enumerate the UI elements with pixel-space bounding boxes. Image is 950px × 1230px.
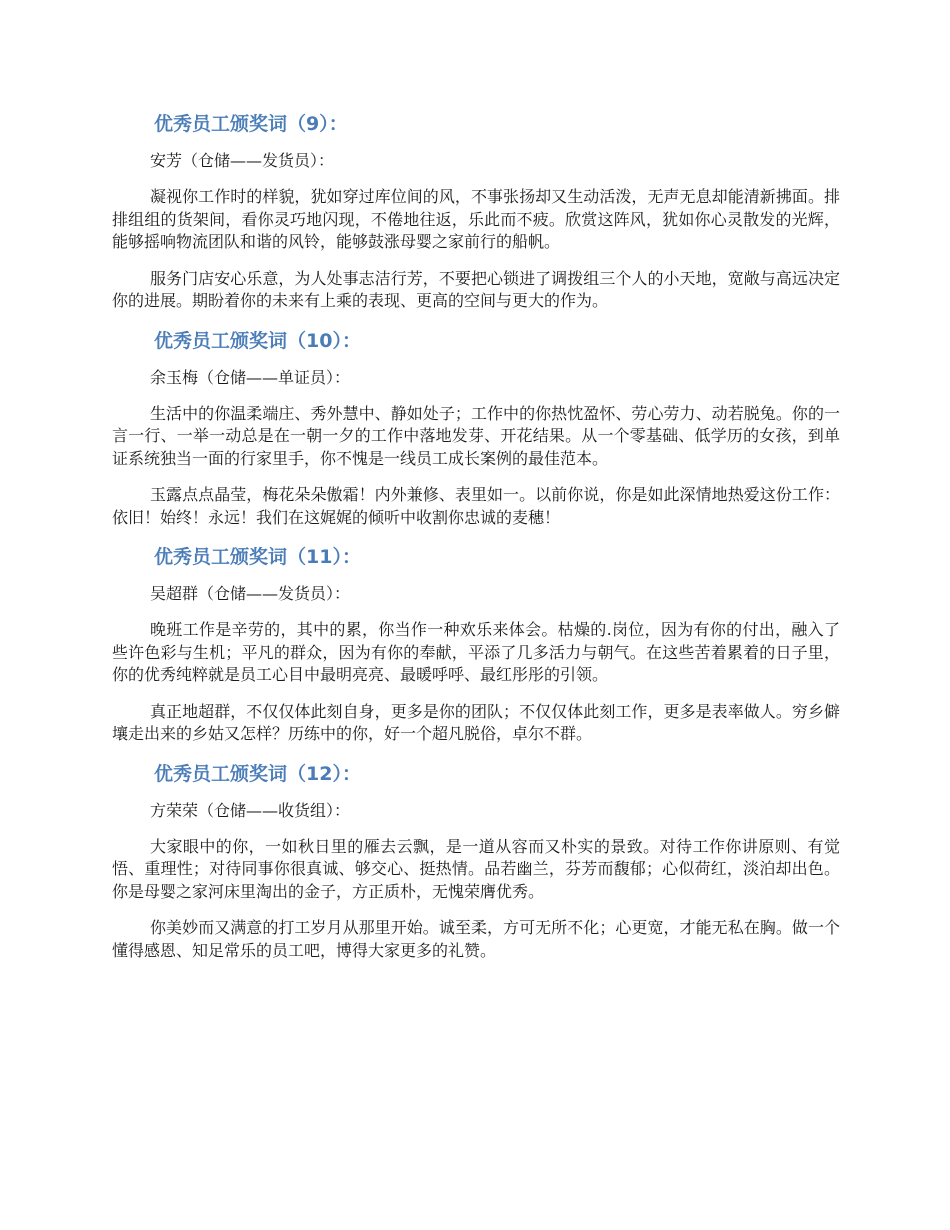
paragraph: 玉露点点晶莹，梅花朵朵傲霜！内外兼修、表里如一。以前你说，你是如此深情地热爱这份工作：依旧！始终！永远！我们在这娓娓的倾听中收割你忠诚的麦穗！ — [112, 485, 840, 527]
section-heading: 优秀员工颁奖词（10）： — [154, 329, 361, 352]
employee-name: 方荣荣（仓储——收货组）： — [150, 800, 351, 820]
paragraph: 晚班工作是辛劳的，其中的累，你当作一种欢乐来体会。枯燥的.岗位，因为有你的付出，融入了些许色彩与生机；平凡的群众，因为有你的奉献，平添了几多活力与朝气。在这些苦着累着的日子里，你的优秀纯粹就是员工心目中最明亮亮、最暖呼呼、最红彤彤的引领。 — [112, 620, 840, 684]
award-section-9 — [112, 110, 840, 313]
employee-name: 吴超群（仓储——发货员）： — [150, 584, 351, 603]
paragraph: 凝视你工作时的样貌，犹如穿过库位间的风，不事张扬却又生动活泼，无声无息却能清新拂面。排排组组的货架间，看你灵巧地闪现，不倦地往返，乐此而不疲。欣赏这阵风，犹如你心灵散发的光辉，能够摇响物流团队和谐的风铃，能够鼓涨母婴之家前行的船帆。 — [112, 187, 840, 251]
section-heading: 优秀员工颁奖词（11）： — [154, 546, 361, 568]
paragraph: 你美妙而又满意的打工岁月从那里开始。诚至柔，方可无所不化；心更宽，才能无私在胸。做一个懂得感恩、知足常乐的员工吧，博得大家更多的礼赞。 — [112, 918, 840, 960]
document-page — [112, 110, 840, 976]
section-heading: 优秀员工颁奖词（12）： — [154, 762, 361, 785]
paragraph: 真正地超群，不仅仅体此刻自身，更多是你的团队；不仅仅体此刻工作，更多是表率做人。穷乡僻壤走出来的乡姑又怎样？历练中的你，好一个超凡脱俗，卓尔不群。 — [112, 701, 840, 743]
paragraph: 大家眼中的你，一如秋日里的雁去云飘，是一道从容而又朴实的景致。对待工作你讲原则、有觉悟、重理性；对待同事你很真诚、够交心、挺热情。品若幽兰，芬芳而馥郁；心似荷红，淡泊却出色。你是母婴之家河床里淘出的金子，方正质朴，无愧荣膺优秀。 — [112, 836, 840, 901]
award-section-11 — [112, 543, 840, 746]
paragraph: 生活中的你温柔端庄、秀外慧中、静如处子；工作中的你热忱盈怀、劳心劳力、动若脱兔。你的一言一行、一举一动总是在一朝一夕的工作中落地发芽、开花结果。从一个零基础、低学历的女孩，到单证系统独当一面的行家里手，你不愧是一线员工成长案例的最佳范本。 — [112, 403, 840, 468]
award-section-10 — [112, 327, 840, 530]
employee-name: 安芳（仓储——发货员）： — [150, 151, 335, 170]
paragraph: 服务门店安心乐意，为人处事志洁行芳，不要把心锁进了调拨组三个人的小天地，宽敞与高远决定你的进展。期盼着你的未来有上乘的表现、更高的空间与更大的作为。 — [112, 268, 840, 310]
section-heading: 优秀员工颁奖词（9）： — [154, 113, 348, 135]
award-section-12 — [112, 760, 840, 963]
employee-name: 余玉梅（仓储——单证员）： — [150, 367, 351, 387]
